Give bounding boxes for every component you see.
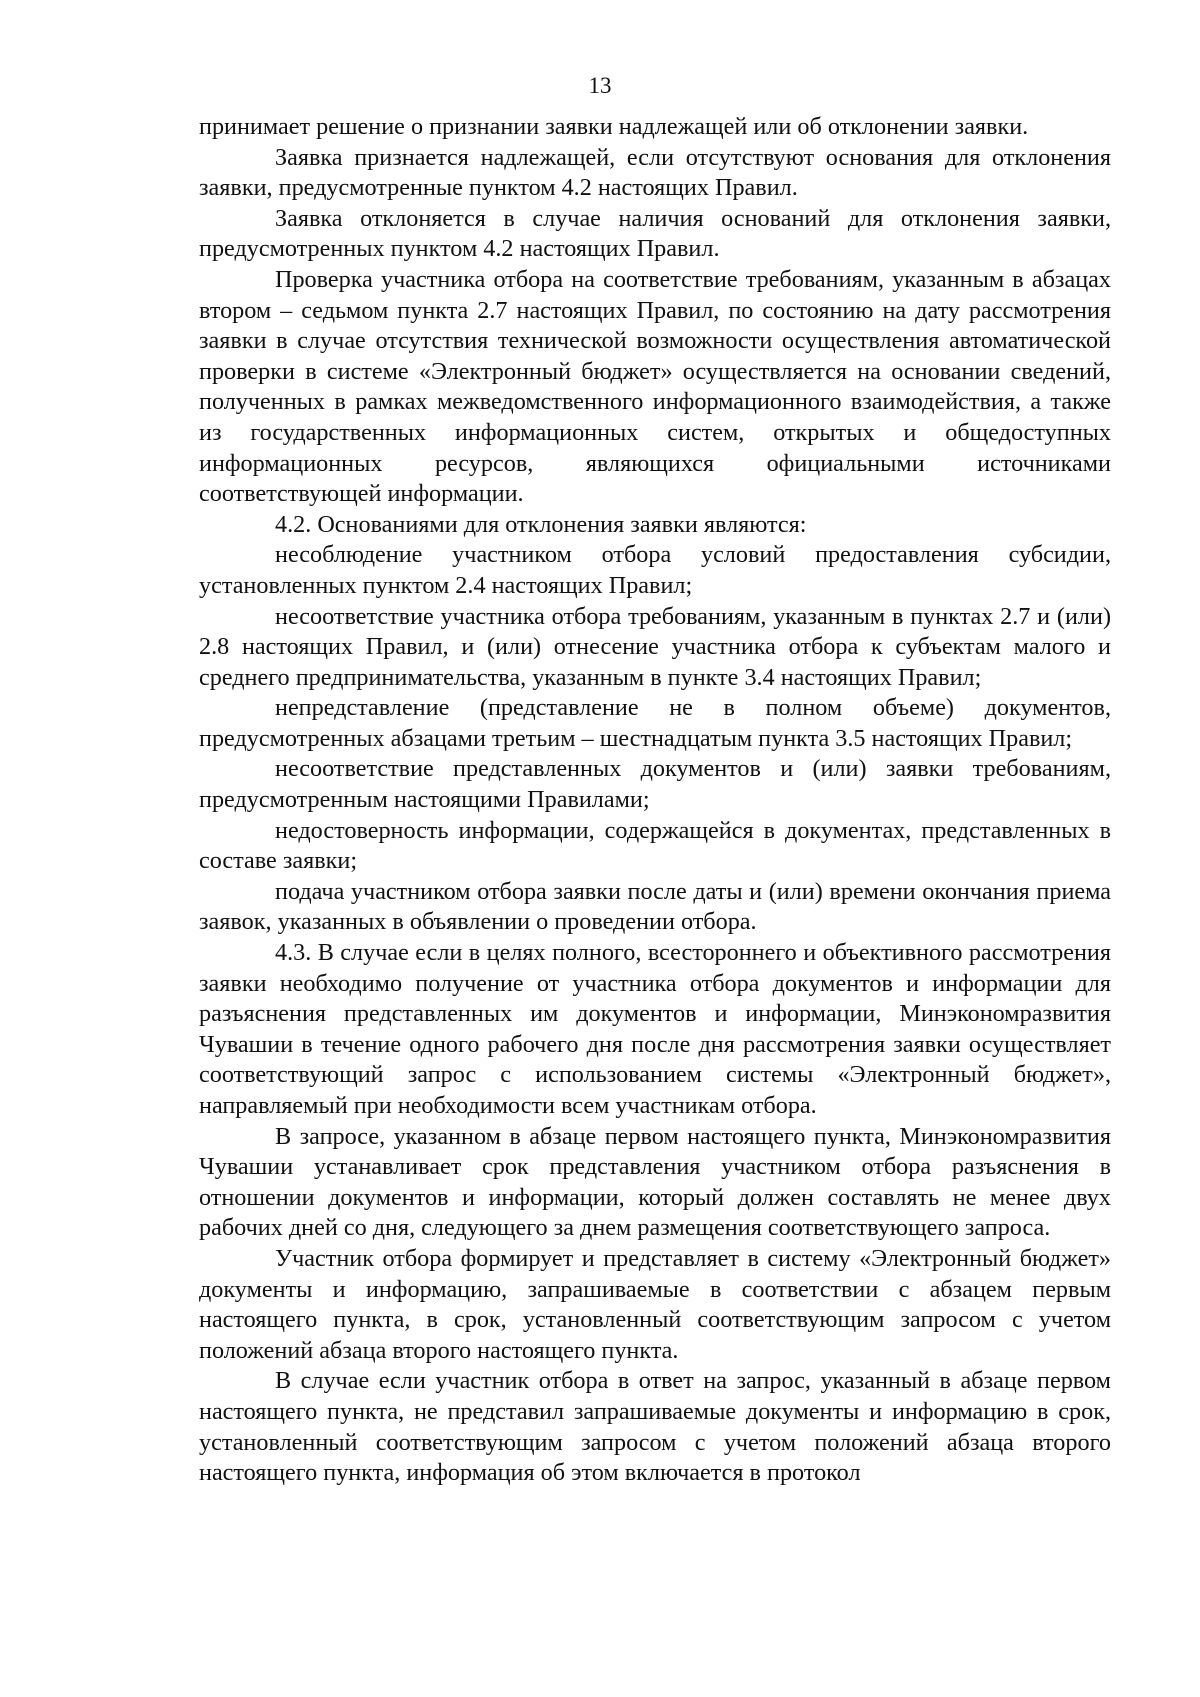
list-item: непредставление (представление не в полном объеме) документов, предусмотренных абзацами третьим – шестнадцатым пункта 3.5 настоящих Правил; xyxy=(199,694,1111,752)
list-item: недостоверность информации, содержащейся в документах, представленных в составе заявки; xyxy=(199,816,1111,875)
paragraph: В случае если участник отбора в ответ на запрос, указанный в абзаце первом настоящего пункта, не представил запрашиваемые документы и информацию в срок, установленный соответствующим запросом с учетом положений абзаца второго настоящего пункта, информация об этом включается в протокол xyxy=(199,1367,1111,1487)
paragraph: В запросе, указанном в абзаце первом настоящего пункта, Минэкономразвития Чувашии устанавливает срок представления участником отбора разъяснения в отношении документов и информации, который должен составлять не менее двух рабочих дней со дня, следующего за днем размещения соответствующего запроса. xyxy=(199,1122,1111,1242)
list-item: несоответствие участника отбора требованиям, указанным в пунктах 2.7 и (или) 2.8 настоящих Правил, и (или) отнесение участника отбора к субъектам малого и среднего предпринимательства, указанным в пункте 3.4 настоящих Правил; xyxy=(199,602,1111,691)
list-item: несоблюдение участником отбора условий предоставления субсидии, установленных пунктом 2.4 настоящих Правил; xyxy=(199,541,1111,599)
paragraph: Участник отбора формирует и представляет в систему «Электронный бюджет» документы и информацию, запрашиваемые в соответствии с абзацем первым настоящего пункта, в срок, установленный соответствующим запросом с учетом положений абзаца второго настоящего пункта. xyxy=(199,1244,1111,1364)
paragraph: принимает решение о признании заявки надлежащей или об отклонении заявки. xyxy=(199,113,1029,140)
list-item: несоответствие представленных документов и (или) заявки требованиям, предусмотренным настоящими Правилами; xyxy=(199,755,1111,814)
section-paragraph-4-3: 4.3. В случае если в целях полного, всестороннего и объективного рассмотрения заявки необходимо получение от участника отбора документов и информации для разъяснения представленных им документов и информации, Минэкономразвития Чувашии в течение одного рабочего дня после дня рассмотрения заявки осуществляет соответствующий запрос с использованием системы «Электронный бюджет», направляемый при необходимости всем участникам отбора. xyxy=(199,939,1111,1119)
body-text xyxy=(199,112,1111,1489)
list-item: подача участником отбора заявки после даты и (или) времени окончания приема заявок, указанных в объявлении о проведении отбора. xyxy=(199,877,1111,936)
paragraph: Проверка участника отбора на соответствие требованиям, указанным в абзацах втором – седьмом пункта 2.7 настоящих Правил, по состоянию на дату рассмотрения заявки в случае отсутствия технической возможности осуществления автоматической проверки в системе «Электронный бюджет» осуществляется на основании сведений, полученных в рамках межведомственного информационного взаимодействия, а также из государственных информационных систем, открытых и общедоступных информационных ресурсов, являющихся официальными источниками соответствующей информации. xyxy=(199,265,1111,508)
paragraph: Заявка признается надлежащей, если отсутствуют основания для отклонения заявки, предусмотренные пунктом 4.2 настоящих Правил. xyxy=(199,143,1111,202)
paragraph: Заявка отклоняется в случае наличия оснований для отклонения заявки, предусмотренных пунктом 4.2 настоящих Правил. xyxy=(199,204,1111,263)
section-heading-4-2: 4.2. Основаниями для отклонения заявки являются: xyxy=(275,510,807,538)
page-number: 13 xyxy=(588,73,612,98)
